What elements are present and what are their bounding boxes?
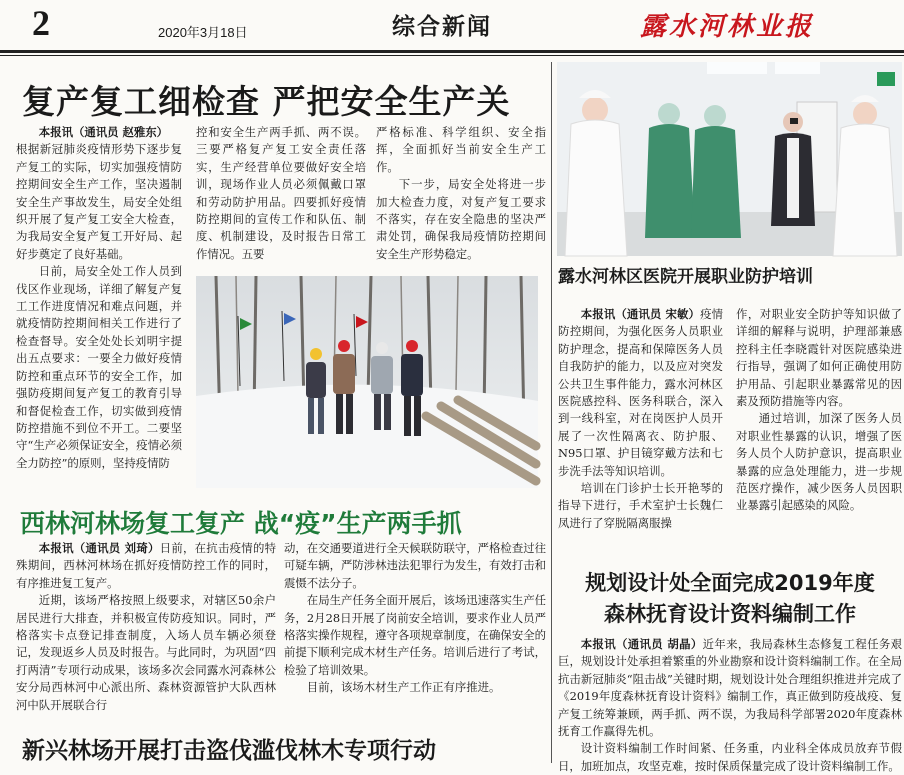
article3-paragraph: 作，对职业安全防护等知识做了详细的解释与说明，护理部兼感控科主任李晓霞针对医院感染进行指导，强调了如何正确使用防护用品、引起职业暴露常见的因素及预防措施等内容。 [736,307,902,409]
page-number: 2 [32,3,50,43]
article2-byline: 本报讯（通讯员 刘琦） [38,541,160,555]
article3-paragraph: 培训在门诊护士长开艳琴的指导下进行，手术室护士长魏仁凤进行了穿脱隔离服操 [558,481,723,530]
section-title: 综合新闻 [392,14,492,40]
article1-column3 [376,124,546,270]
article1-column1 [16,124,182,488]
article3-headline: 露水河林区医院开展职业防护培训 [558,267,813,287]
article2-headline: 西林河林场复工复产 战“疫”生产两手抓 [20,509,462,538]
article5-headline: 新兴林场开展打击盗伐滥伐林木专项行动 [22,738,436,764]
inspection-photo [196,276,538,488]
column-divider [551,62,552,763]
article3-paragraph: 通过培训，加深了医务人员对职业性暴露的认识，增强了医务人员个人防护意识，提高职业暴露的应急处理能力，进一步规范医疗操作，减少医务人员因职业暴露引起感染的风险。 [736,411,902,513]
article1-column2 [196,124,366,270]
article4-headline-line2: 森林抚育设计资料编制工作 [604,602,856,626]
article3-byline: 本报讯（通讯员 宋敏） [580,307,701,321]
article1-paragraph: 严格标准、科学组织、安全指挥，全面抓好当前安全生产工作。 [376,125,546,174]
masthead [0,0,904,52]
article1-paragraph: 根据新冠肺炎疫情形势下逐步复产复工的实际，切实加强疫情防控期间安全生产工作，坚决遏制安全生产事故发生，局安全处组织开展了复产复工安全大检查，为我局安全复产复工开好局、起好步奠定了良好基础。 [16,142,182,261]
hospital-training-photo [557,62,902,256]
article4-byline: 本报讯（通讯员 胡晶） [580,637,703,651]
article1-paragraph: 控和安全生产两手抓、两不误。三要严格复产复工安全责任落实，生产经营单位要做好安全培训，现场作业人员必须佩戴口罩和劳动防护用品。四要抓好疫情防控期间的宣传工作和队伍、制度、机制建设，及时报告日常工作情况。五要 [196,125,366,261]
article3-column1 [558,306,723,552]
article2-column2 [284,540,546,718]
article2-paragraph: 近期，该场严格按照上级要求，对辖区50余户居民进行大排查，并积极宣传防疫知识。同时，严格落实卡点登记排查制度，入场人员车辆必须登记，发现返乡人员及时报告。与此同时，为巩固“四打两清”专项行动成果，该场多次会同露水河森林公安分局西林河中心派出所、森林资源管护大队西林河中队开展联合行 [16,593,276,712]
article4-headline [558,568,902,630]
article4-headline-line1: 规划设计处全面完成2019年度 [585,571,875,595]
article2-paragraph: 目前，该场木材生产工作正有序推进。 [306,680,501,695]
issue-date: 2020年3月18日 [158,25,248,40]
article1-paragraph: 下一步，局安全处将进一步加大检查力度，对复产复工要求不落实，存在安全隐患的坚决严肃处罚，确保我局疫情防控期间安全生产形势稳定。 [376,177,546,261]
article2-column1 [16,540,276,718]
article2-paragraph: 动，在交通要道进行全天候联防联守，严格检查过往可疑车辆，严防涉林违法犯罪行为发生，有效打击和震慑不法分子。 [284,541,546,590]
article4-paragraph: 近年来，我局森林生态修复工程任务艰巨，规划设计处承担着繁重的外业勘察和设计资料编制工作。在全局抗击新冠肺炎“阻击战”关键时期，规划设计处合理组织推进并完成了《2019年度森林抚育设计资料》编制工作，真正做到防疫战疫、复产复工统筹兼顾，两手抓、两不误，为我局科学部署2020年度森林抚育工作赢得先机。 [558,637,902,739]
article4-body [558,636,902,773]
article1-paragraph: 日前，局安全处工作人员到伐区作业现场，详细了解复产复工工作进度情况和难点问题，并就疫情防控期间相关工作进行了检查督导。安全处处长刘明宇提出五点要求：一要全力做好疫情防控和重点环节的安全工作，加强防疫期间复产复工的教育引导和督促检查工作，切实做到疫情防控措施不到位不开工。二要坚守“生产必须保证安全，疫情必须全力防控”的原则，坚持疫情防 [16,264,182,470]
article4-paragraph: 设计资料编制工作时间紧、任务重，内业科全体成员放弃节假日，加班加点，攻坚克难，按时保质保量完成了设计资料编制工作。 [558,741,902,773]
masthead-rule [0,50,904,53]
article2-paragraph: 日前，在抗击疫情的特殊期间，西林河林场在抓好疫情防控工作的同时，有序推进复工复产。 [16,541,276,590]
newspaper-logo: 露水河林业报 [640,12,815,42]
article2-paragraph: 在局生产任务全面开展后，该场迅速落实生产任务，2月28日开展了岗前安全培训，要求作业人员严格落实操作规程，遵守各项规章制度，在确保安全的前提下顺利完成木材生产任务。培训后进行了考试，检验了培训效果。 [284,593,547,677]
masthead-rule-thin [0,55,904,56]
article3-column2 [736,306,902,552]
article3-paragraph: 疫情防控期间，为强化医务人员职业防护理念，提高和保障医务人员自我防护的能力，以及应对突发公共卫生事件能力，露水河林区医院感控科、医务科联合，深入到一线科室，对在岗医护人员开展了一次性隔离衣、防护服、N95口罩、护目镜穿戴方法和七步洗手法等知识培训。 [558,307,723,478]
article1-byline: 本报讯（通讯员 赵雅东） [38,125,169,139]
article1-headline: 复产复工细检查 严把安全生产关 [22,82,511,121]
